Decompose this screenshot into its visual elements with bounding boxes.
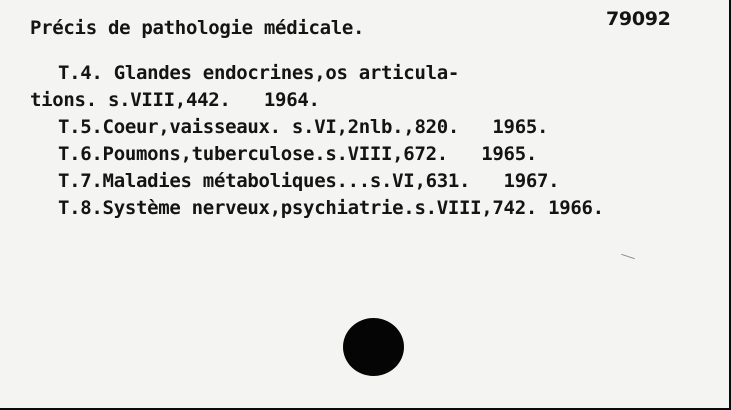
call-number: 79092 (606, 8, 671, 30)
volume-entry: T.8.Système nerveux,psychiatrie.s.VIII,742. 1966. (58, 197, 604, 219)
volume-entry-continuation: tions. s.VIII,442. 1964. (30, 89, 320, 111)
volume-entry: T.6.Poumons,tuberculose.s.VIII,672. 1965. (58, 143, 537, 165)
volume-entry: T.4. Glandes endocrines,os articula- (58, 62, 460, 84)
volume-entry: T.7.Maladies métaboliques...s.VI,631. 1967. (58, 170, 560, 192)
stray-mark (621, 254, 635, 259)
card-title: Précis de pathologie médicale. (30, 17, 365, 39)
volume-entry: T.5.Coeur,vaisseaux. s.VI,2nlb.,820. 1965. (58, 116, 549, 138)
punch-hole (343, 318, 404, 376)
